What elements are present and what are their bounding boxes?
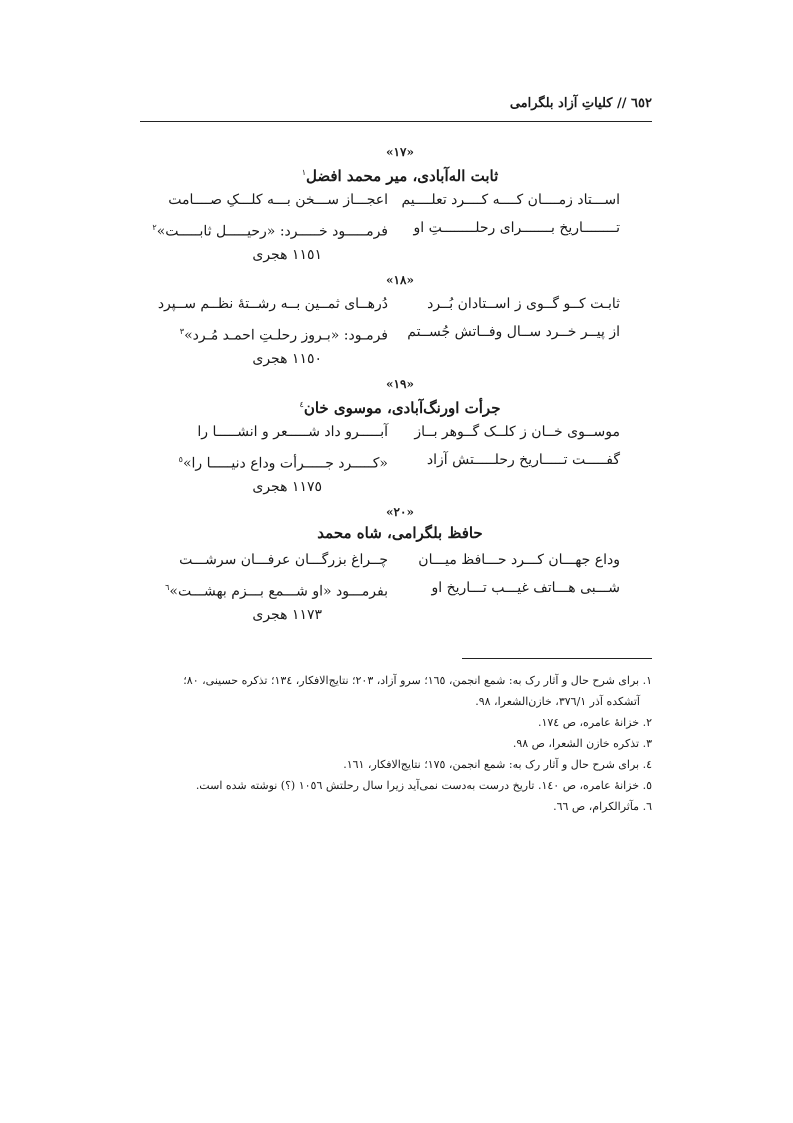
entry-title-text: جرأت اورنگ‌آبادی، موسوی خان [303,399,501,417]
running-header: ٦٥٢ // کلیاتِ آزاد بلگرامی [509,96,652,111]
entry-title [180,394,620,418]
hemistich-second [165,574,388,602]
hemistich-second [152,214,388,242]
year-label: ١١٧٣ هجری [252,607,322,623]
verse [180,318,620,346]
hemistich-second: اعجـــاز ســـخن بـــه کلـــکِ صــــامت [168,192,388,208]
footnote-ref: ٦ [165,583,170,592]
footnote-ref: ٢ [152,223,157,232]
header-rule [140,121,652,122]
poems-section [152,142,620,630]
verse [152,214,620,242]
entry-19 [180,374,620,502]
entry-title [180,162,620,186]
hemistich-second: چــراغ بزرگـــان عرفـــان سرشـــت [179,552,388,568]
year-label: ١١٥٠ هجری [252,351,322,367]
footnote-separator [462,658,652,659]
footnote-ref: ٥ [178,455,183,464]
year-label: ١١٥١ هجری [252,247,322,263]
entry-number: «١٧» [386,145,414,159]
hemistich-first: گفـــــت تـــــاریخ رحلـــــتش آزاد [426,452,620,468]
footnote-1-continued: آتشکده آذر ٣٧٦/١، خازن‌الشعرا، ٩٨. [475,695,640,708]
footnotes [140,670,652,817]
footnote-1: ١. برای شرح حال و آثار رک به: شمع انجمن، ١٦٥؛ سرو آزاد، ٢٠٣؛ نتایج‌الافکار، ١٣٤؛ تذکره حسینی، ٨٠؛ [183,674,652,687]
hemistich-first: اســـتاد زمــــان کــــه کــــرد تعلــــیم [401,192,620,208]
footnote-ref: ١ [301,168,306,177]
hemistich-text: «کـــــرد جـــــرأت وداع دنیـــــا را» [182,455,388,472]
hemistich-first: وداع جهـــان کـــرد حـــافظ میـــان [418,552,620,568]
hemistich-second [180,446,388,474]
hemistich-first: ثابـت کــو گــوی ز اســتادان بُــرد [427,296,620,312]
verse [168,186,620,214]
entry-18 [157,270,620,374]
hemistich-text: فرمـود: «بـروز رحلـتِ احمـد مُـرد» [184,327,388,344]
hemistich-text: بفرمـــود «او شـــمع بـــزم بهشـــت» [169,583,388,600]
verse [165,574,620,602]
entry-number: «٢٠» [386,505,414,519]
verse [157,290,620,318]
verse [180,418,620,446]
hemistich-first: شـــبی هـــاتف غیـــب تـــاریخ او [431,580,620,596]
entry-number: «١٩» [386,377,414,391]
hemistich-first: از پیــر خــرد ســال وفــاتش جُســتم [407,324,620,340]
year-label: ١١٧٥ هجری [252,479,322,495]
entry-20 [165,502,620,630]
footnote-3: ٣. تذکره خازن الشعرا، ص ٩٨. [512,737,652,750]
footnote-6: ٦. مآثرالکرام، ص ٦٦. [553,800,652,813]
hemistich-second: آبـــــرو داد شـــــعر و انشـــــا را [197,424,388,440]
entry-17 [152,142,620,270]
entry-title-text: حافظ بلگرامی، شاه محمد [317,524,483,542]
footnote-5: ٥. خزانۀ عامره، ص ١٤٠. تاریخ درست به‌دست نمی‌آید زیرا سال رحلتش ١٠٥٦ (؟) نوشته شده است. [195,779,652,792]
verse [180,546,620,574]
hemistich-first: تــــــــاریخ بـــــــرای رحلــــــــتِ او [413,220,620,236]
hemistich-first: موســوی خــان ز کلــک گــوهر بــاز [414,424,620,440]
footnote-4: ٤. برای شرح حال و آثار رک به: شمع انجمن، ١٧٥؛ نتایج‌الافکار، ١٦١. [343,758,652,771]
footnote-ref: ٣ [179,327,185,336]
entry-title-text: ثابت اله‌آبادی، میر محمد افضل [305,167,499,185]
footnote-ref: ٤ [299,400,304,409]
verse [180,446,620,474]
hemistich-text: فرمـــــود خـــــرد: «رحیـــــل ثابـــــت» [156,223,388,240]
hemistich-second: دُرهــای ثمــین بــه رشــتۀ نظــم ســپرد [157,296,388,312]
entry-number: «١٨» [386,273,414,287]
hemistich-second [180,318,388,346]
footnote-2: ٢. خزانۀ عامره، ص ١٧٤. [537,716,652,729]
entry-title [180,522,620,546]
